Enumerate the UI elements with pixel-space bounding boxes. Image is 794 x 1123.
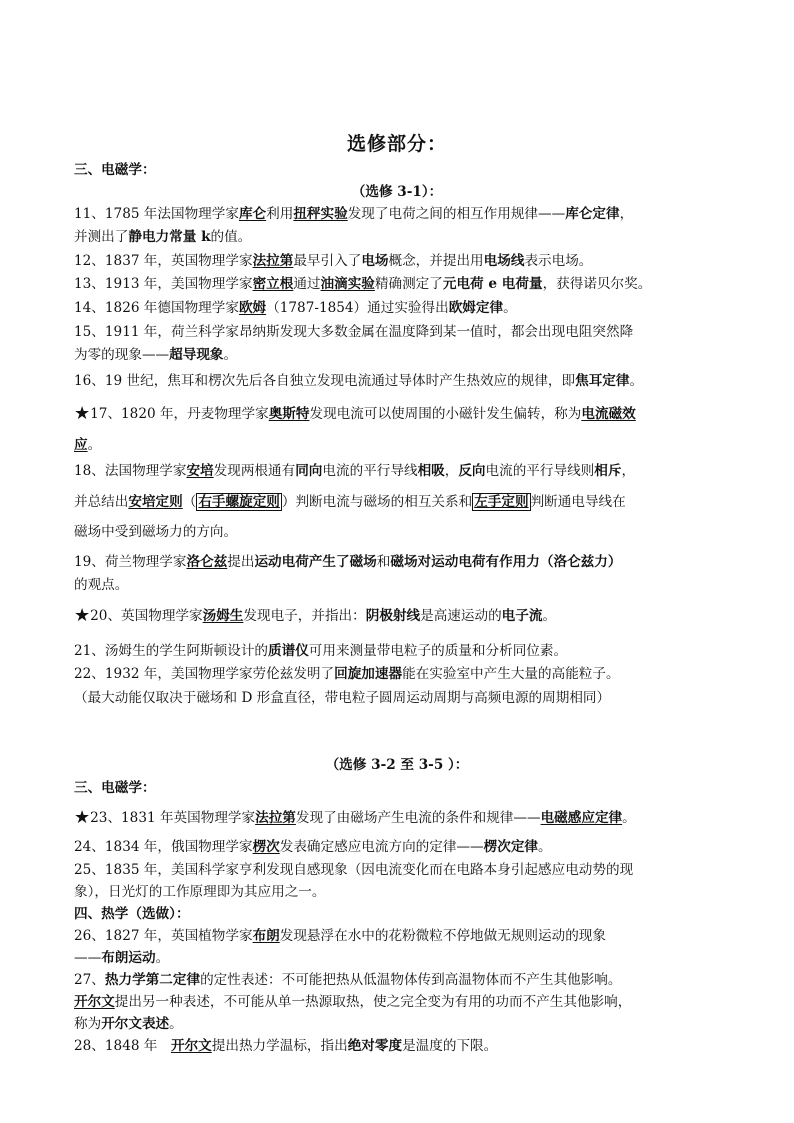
item-25-line-1: 25、1835 年，美国科学家亨利发现自感现象（因电流变化而在电路本身引起感应电动势的现 xyxy=(74,862,634,878)
item-25-line-2: 象），日光灯的工作原理即为其应用之一。 xyxy=(74,884,326,900)
item-19-line-1: 19、荷兰物理学家洛仑兹提出运动电荷产生了磁场和磁场对运动电荷有作用力（洛仑兹力） xyxy=(74,554,622,570)
item-18-line-1: 18、法国物理学家安培发现两根通有同向电流的平行导线相吸，反向电流的平行导线则相斥， xyxy=(74,463,636,479)
section-heading-electromagnetism: 三、电磁学： xyxy=(74,162,156,178)
boxed-term-right-hand-rule: 右手螺旋定则 xyxy=(198,494,280,510)
item-11-line-1: 11、1785 年法国物理学家库仑利用扭秤实验发现了电荷之间的相互作用规律——库仑定律， xyxy=(74,206,634,222)
item-24: 24、1834 年，俄国物理学家楞次发表确定感应电流方向的定律——楞次定律。 xyxy=(74,839,552,855)
item-11-line-2: 并测出了静电力常量 k的值。 xyxy=(74,229,252,245)
item-12: 12、1837 年，英国物理学家法拉第最早引入了电场概念，并提出用电场线表示电场。 xyxy=(74,253,593,269)
item-18-line-2: 并总结出安培定则（ 右手螺旋定则 ）判断电流与磁场的相互关系和 左手定则 判断通电导线在 xyxy=(74,494,626,510)
star-icon: ★ xyxy=(74,606,91,626)
subsection-heading-3-2-to-3-5: （选修 3-2 至 3-5 ）： xyxy=(325,757,469,773)
item-21: 21、汤姆生的学生阿斯顿设计的质谱仪可用来测量带电粒子的质量和分析同位素。 xyxy=(74,643,568,659)
item-16: 16、19 世纪，焦耳和楞次先后各自独立发现电流通过导体时产生热效应的规律，即焦耳定律。 xyxy=(74,373,644,389)
item-27-line-1: 27、热力学第二定律的定性表述：不可能把热从低温物体传到高温物体而不产生其他影响。 xyxy=(74,972,622,988)
item-20: ★20、英国物理学家汤姆生发现电子，并指出：阴极射线是高速运动的电子流。 xyxy=(74,606,557,626)
item-17-line-2: 应。 xyxy=(74,437,102,453)
star-icon: ★ xyxy=(74,808,91,828)
item-27-line-3: 称为开尔文表述。 xyxy=(74,1016,183,1032)
item-28: 28、1848 年 开尔文提出热力学温标，指出绝对零度是温度的下限。 xyxy=(74,1038,498,1054)
item-19-line-2: 的观点。 xyxy=(74,577,129,593)
item-14: 14、1826 年德国物理学家欧姆（1787-1854）通过实验得出欧姆定律。 xyxy=(74,300,517,316)
section-heading-thermodynamics: 四、热学（选做）： xyxy=(74,906,190,922)
page-title: 选修部分： xyxy=(346,133,447,155)
subsection-heading-3-1: （选修 3-1）： xyxy=(351,184,443,200)
item-15-line-2: 为零的现象——超导现象。 xyxy=(74,347,238,363)
item-17-line-1: ★17、1820 年，丹麦物理学家奥斯特发现电流可以使周围的小磁针发生偏转，称为电流磁效 xyxy=(74,404,636,424)
item-15-line-1: 15、1911 年，荷兰科学家昂纳斯发现大多数金属在温度降到某一值时，都会出现电阻突然降 xyxy=(74,324,634,340)
item-22-line-2: （最大动能仅取决于磁场和 D 形盒直径，带电粒子圆周运动周期与高频电源的周期相同） xyxy=(74,690,611,706)
item-26-line-1: 26、1827 年，英国植物学家布朗发现悬浮在水中的花粉微粒不停地做无规则运动的现象 xyxy=(74,928,606,944)
boxed-term-left-hand-rule: 左手定则 xyxy=(474,494,529,510)
item-22-line-1: 22、1932 年，美国物理学家劳伦兹发明了回旋加速器能在实验室中产生大量的高能粒子。 xyxy=(74,666,620,682)
star-icon: ★ xyxy=(74,404,91,424)
section-heading-electromagnetism-2: 三、电磁学： xyxy=(74,780,156,796)
item-26-line-2: ——布朗运动。 xyxy=(74,950,170,966)
item-23: ★23、1831 年英国物理学家法拉第发现了由磁场产生电流的条件和规律——电磁感应定律。 xyxy=(74,808,636,828)
item-18-line-3: 磁场中受到磁场力的方向。 xyxy=(74,524,238,540)
item-27-line-2: 开尔文提出另一种表述，不可能从单一热源取热，使之完全变为有用的功而不产生其他影响， xyxy=(74,994,632,1010)
item-13: 13、1913 年，美国物理学家密立根通过油滴实验精确测定了元电荷 e 电荷量，获得诺贝尔奖。 xyxy=(74,276,652,292)
